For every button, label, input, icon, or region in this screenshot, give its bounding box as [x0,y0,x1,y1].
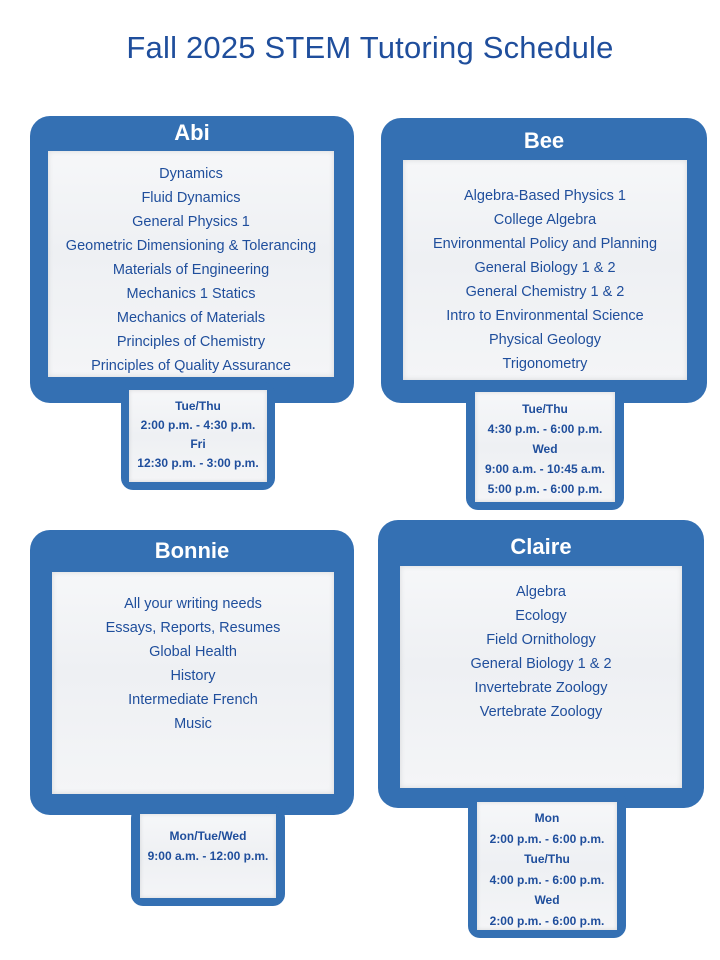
page-title: Fall 2025 STEM Tutoring Schedule [126,30,614,65]
subject-item: Field Ornithology [486,632,596,648]
subject-list [400,566,682,724]
subject-item: Ecology [515,608,567,624]
subject-item: All your writing needs [124,596,262,612]
schedule-days: Wed [534,893,560,907]
subject-item: College Algebra [493,212,597,228]
schedule-panel [129,390,267,482]
schedule-tab-claire [468,790,626,938]
subject-item: Intermediate French [128,692,258,708]
subject-item: General Biology 1 & 2 [470,656,612,672]
subject-item: Principles of Chemistry [116,334,266,350]
subject-item: Intro to Environmental Science [446,308,644,324]
subject-list [48,151,334,378]
subject-item: Physical Geology [488,332,602,348]
schedule-days: Fri [190,437,206,451]
subject-item: Environmental Policy and Planning [432,236,658,252]
schedule-days: Wed [532,442,558,456]
schedule-panel [140,814,276,898]
subject-list [403,160,687,376]
schedule-panel [477,802,617,930]
subject-item: Trigonometry [502,356,588,372]
schedule-days: Tue/Thu [175,399,221,413]
tutor-card-bonnie [30,530,354,815]
subject-item: Dynamics [159,166,223,182]
schedule-days: Mon [534,811,560,825]
schedule-days: Tue/Thu [524,852,570,866]
schedule-hours: 5:00 p.m. - 6:00 p.m. [487,482,603,496]
subject-panel [400,566,682,788]
subject-item: General Physics 1 [132,214,250,230]
subject-panel [48,151,334,377]
subject-item: Invertebrate Zoology [474,680,608,696]
subject-panel [52,572,334,794]
schedule-hours: 9:00 a.m. - 10:45 a.m. [484,462,606,476]
subject-item: Vertebrate Zoology [479,704,603,720]
schedule-tab-bee [466,384,624,510]
schedule-hours: 12:30 p.m. - 3:00 p.m. [137,456,259,470]
subject-item: Global Health [149,644,237,660]
schedule-hours: 4:00 p.m. - 6:00 p.m. [489,872,605,887]
subject-item: Algebra-Based Physics 1 [464,188,626,204]
subject-item: Music [174,716,212,732]
schedule-hours: 4:30 p.m. - 6:00 p.m. [487,422,603,436]
schedule-tab-bonnie [131,806,285,906]
subject-item: Mechanics 1 Statics [126,286,256,302]
tutor-name: Claire [510,534,572,559]
schedule-hours: 2:00 p.m. - 6:00 p.m. [489,831,605,846]
schedule-hours: 9:00 a.m. - 12:00 p.m. [147,849,269,863]
subject-item: General Biology 1 & 2 [474,260,616,276]
subject-item: Algebra [516,584,566,600]
schedule-hours: 2:00 p.m. - 4:30 p.m. [140,418,256,432]
schedule-tab-abi [121,382,275,490]
subject-item: Geometric Dimensioning & Tolerancing [65,238,317,254]
subject-item: Essays, Reports, Resumes [105,620,281,636]
subject-item: Mechanics of Materials [116,310,266,326]
tutor-card-abi [30,116,354,403]
tutor-card-bee [381,118,707,403]
tutor-card-claire [378,520,704,808]
schedule-hours: 2:00 p.m. - 6:00 p.m. [489,913,605,928]
schedule-panel [475,392,615,502]
tutor-name: Bee [523,128,565,153]
schedule-days: Mon/Tue/Wed [169,829,247,843]
subject-list [52,572,334,736]
subject-item: Principles of Quality Assurance [91,358,291,374]
subject-item: Fluid Dynamics [141,190,241,206]
subject-item: Materials of Engineering [112,262,270,278]
tutor-name: Bonnie [154,538,230,563]
subject-item: General Chemistry 1 & 2 [465,284,625,300]
schedule-days: Tue/Thu [522,402,568,416]
tutor-name: Abi [174,120,210,145]
subject-item: History [170,668,216,684]
subject-panel [403,160,687,380]
